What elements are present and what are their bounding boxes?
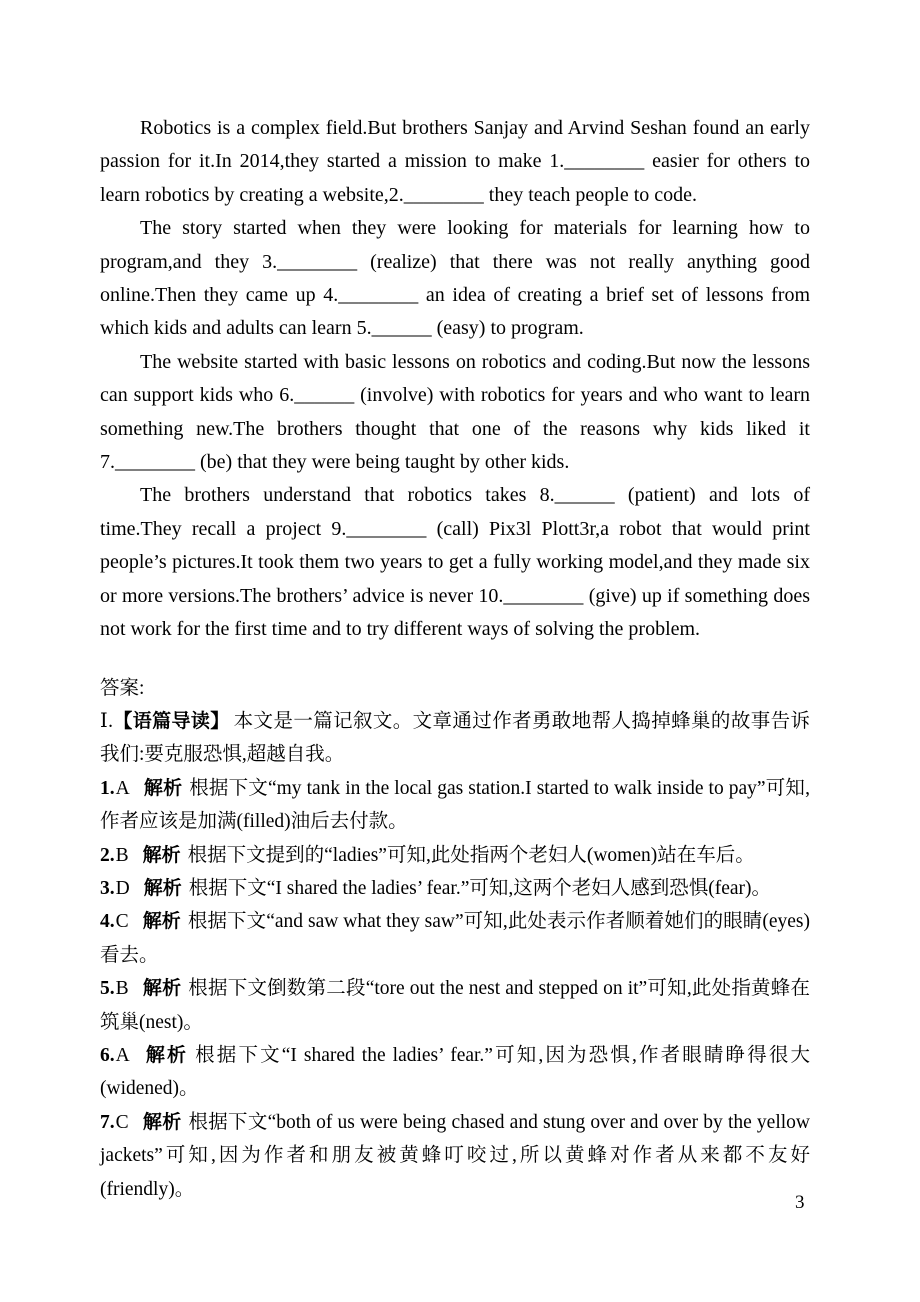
passage-paragraph-4: The brothers understand that robotics takes 8.______ (patient) and lots of time.They recall a project 9.________ (call) Pix3l Plott3r,a robot that would print people’s pictures.It took them two years to get a fully working model,and they made six or more versions.The brothers’ advice is never 10.________ (give) up if something does not work for the first time and to try different ways of solving the problem. [100, 484, 810, 641]
answer-item-4 [100, 905, 810, 972]
passage-paragraph-2: The story started when they were looking for materials for learning how to program,and they 3.________ (realize) that there was not really anything good online.Then they came up 4.________ an idea of creating a brief set of lessons from which kids and adults can learn 5.______ (easy) to program. [100, 217, 810, 340]
cloze-passage [100, 112, 810, 647]
answer-choice: A [115, 1044, 130, 1066]
analysis-label: 解析 [142, 911, 181, 933]
analysis-label: 解析 [142, 978, 182, 1000]
analysis-label: 解析 [143, 877, 182, 899]
analysis-label: 解析 [142, 1111, 182, 1133]
answer-choice: B [115, 978, 129, 1000]
analysis-text: 根据下文倒数第二段“tore out the nest and stepped on it”可知,此处指黄蜂在筑巢(nest)。 [100, 978, 810, 1033]
guide-numeral: Ⅰ. [100, 710, 113, 732]
analysis-label: 解析 [142, 844, 181, 866]
answer-item-7 [100, 1106, 810, 1206]
answer-number: 7. [100, 1111, 115, 1133]
passage-paragraph-1: Robotics is a complex field.But brothers Sanjay and Arvind Seshan found an early passion for it.In 2014,they started a mission to make 1.________ easier for others to learn robotics by creating a website,2.________ they teach people to code. [100, 117, 810, 206]
analysis-text: 根据下文“both of us were being chased and stung over and over by the yellow jackets”可知,因为作者和朋友被黄蜂叮咬过,所以黄蜂对作者从来都不友好(friendly)。 [100, 1111, 810, 1200]
answer-number: 6. [100, 1044, 115, 1066]
answer-item-2 [100, 839, 810, 872]
answer-item-6 [100, 1039, 810, 1106]
analysis-text: 根据下文“I shared the ladies’ fear.”可知,这两个老妇人感到恐惧(fear)。 [188, 877, 772, 899]
answer-choice: C [115, 1111, 129, 1133]
answer-choice: A [115, 777, 130, 799]
answer-choice: D [115, 877, 130, 899]
answer-item-1 [100, 772, 810, 839]
analysis-label: 解析 [143, 1044, 189, 1066]
answer-key-section [100, 672, 810, 1207]
analysis-text: 根据下文“and saw what they saw”可知,此处表示作者顺着她们的眼睛(eyes)看去。 [100, 911, 810, 966]
answer-number: 4. [100, 911, 115, 933]
guide-tag: 【语篇导读】 [112, 710, 230, 732]
analysis-text: 根据下文“my tank in the local gas station.I started to walk inside to pay”可知,作者应该是加满(filled)油后去付款。 [100, 777, 810, 833]
answer-choice: B [115, 844, 129, 866]
passage-paragraph-3: The website started with basic lessons on robotics and coding.But now the lessons can support kids who 6.______ (involve) with robotics for years and who want to learn something new.The brothers thought that one of the reasons why kids liked it 7.________ (be) that they were being taught by other kids. [100, 350, 810, 474]
answer-number: 2. [100, 844, 115, 866]
answer-number: 3. [100, 877, 115, 899]
analysis-label: 解析 [143, 777, 183, 799]
answer-number: 5. [100, 978, 115, 1000]
answer-item-5 [100, 972, 810, 1039]
answer-number: 1. [100, 777, 115, 799]
answer-item-3 [100, 872, 810, 905]
analysis-text: 根据下文“I shared the ladies’ fear.”可知,因为恐惧,作者眼睛睁得很大(widened)。 [100, 1044, 810, 1100]
guide-text: 本文是一篇记叙文。文章通过作者勇敢地帮人捣掉蜂巢的故事告诉我们:要克服恐惧,超越自我。 [100, 710, 810, 766]
answers-heading: 答案: [100, 677, 145, 699]
passage-guide [100, 705, 810, 772]
answer-choice: C [115, 911, 129, 933]
analysis-text: 根据下文提到的“ladies”可知,此处指两个老妇人(women)站在车后。 [187, 844, 755, 866]
page-number: 3 [795, 1192, 805, 1213]
